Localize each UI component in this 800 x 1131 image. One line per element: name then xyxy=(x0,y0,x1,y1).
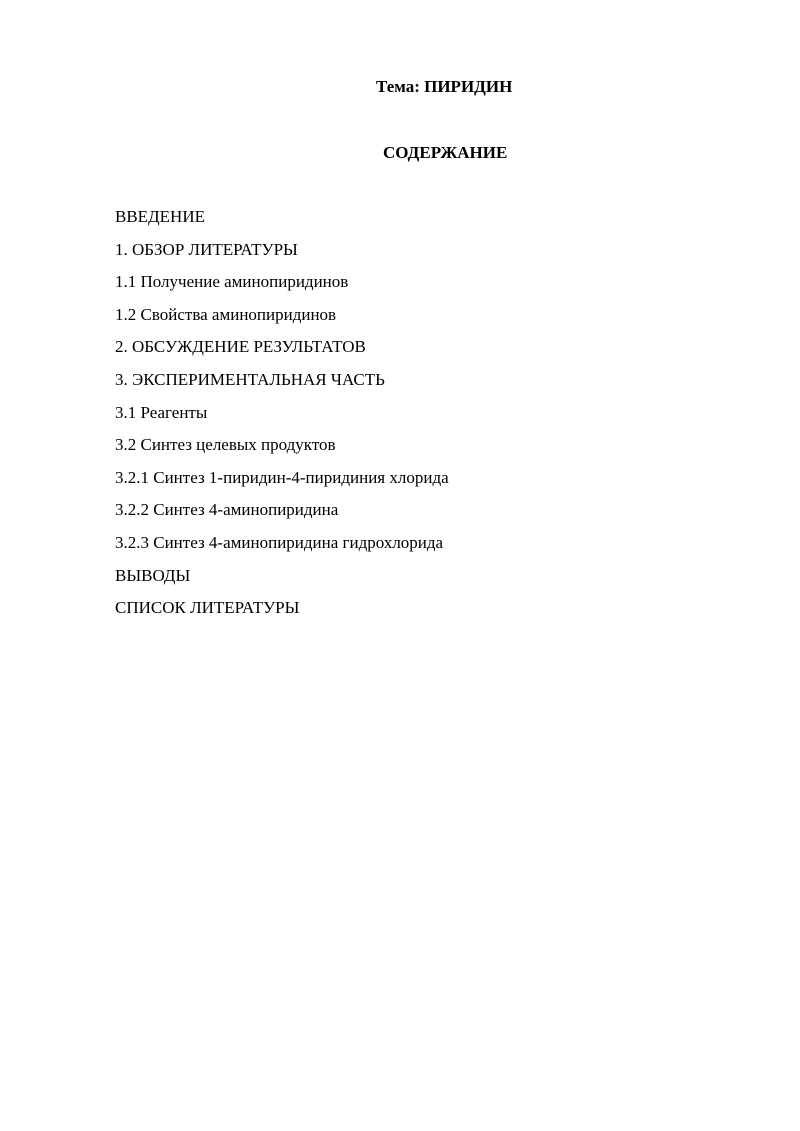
toc-item-aminopyridine-properties: 1.2 Свойства аминопиридинов xyxy=(115,304,337,324)
table-of-contents xyxy=(115,205,449,629)
toc-item-experimental-part: 3. ЭКСПЕРИМЕНТАЛЬНАЯ ЧАСТЬ xyxy=(115,369,385,389)
toc-item-literature-review: 1. ОБЗОР ЛИТЕРАТУРЫ xyxy=(115,239,298,259)
toc-item-synthesis-4-aminopyridine-hydrochloride: 3.2.3 Синтез 4-аминопиридина гидрохлорида xyxy=(115,532,444,552)
toc-item-synthesis-4-aminopyridine: 3.2.2 Синтез 4-аминопиридина xyxy=(115,500,339,520)
toc-item-introduction: ВВЕДЕНИЕ xyxy=(115,207,205,226)
toc-item-synthesis-pyridinium-chloride: 3.2.1 Синтез 1-пиридин-4-пиридиния хлорида xyxy=(115,467,449,487)
table-of-contents-heading: СОДЕРЖАНИЕ xyxy=(383,143,508,162)
toc-item-target-synthesis: 3.2 Синтез целевых продуктов xyxy=(115,435,336,455)
toc-item-aminopyridine-preparation: 1.1 Получение аминопиридинов xyxy=(115,272,349,292)
toc-item-reagents: 3.1 Реагенты xyxy=(115,402,208,422)
toc-item-results-discussion: 2. ОБСУЖДЕНИЕ РЕЗУЛЬТАТОВ xyxy=(115,337,366,357)
document-topic: Тема: ПИРИДИН xyxy=(376,77,513,96)
toc-item-references: СПИСОК ЛИТЕРАТУРЫ xyxy=(115,598,300,618)
toc-item-conclusions: ВЫВОДЫ xyxy=(115,565,191,585)
